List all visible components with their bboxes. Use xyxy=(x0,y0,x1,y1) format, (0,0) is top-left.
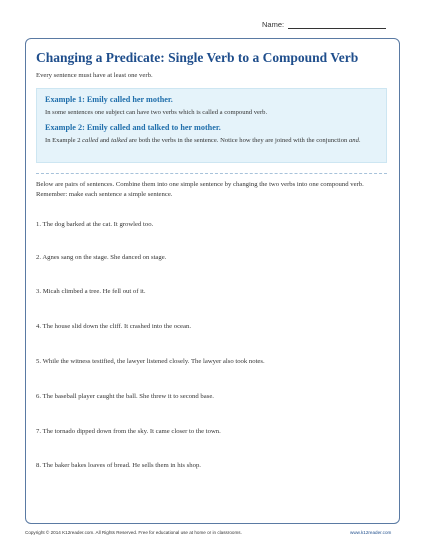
example-2-heading: Example 2: Emily called and talked to her mother. xyxy=(45,123,221,132)
example-1-heading: Example 1: Emily called her mother. xyxy=(45,95,173,104)
instructions: Below are pairs of sentences. Combine them into one simple sentence by changing the two verbs into one compound verb. Remember: make each sentence a simple sentence. xyxy=(36,181,364,198)
exercise-item: 4. The house slid down the cliff. It crashed into the ocean. xyxy=(36,323,192,330)
section-divider xyxy=(36,173,387,174)
exercise-item: 6. The baseball player caught the ball. She threw it to second base. xyxy=(36,393,214,400)
exercise-item: 7. The tornado dipped down from the sky. It came closer to the town. xyxy=(36,428,221,435)
exercise-item: 3. Micah climbed a tree. He fell out of it. xyxy=(36,288,146,295)
name-field xyxy=(262,20,386,29)
worksheet-title: Changing a Predicate: Single Verb to a Compound Verb xyxy=(36,50,359,65)
exercise-item: 2. Agnes sang on the stage. She danced on stage. xyxy=(36,254,167,261)
name-label: Name: xyxy=(262,20,285,29)
exercise-item: 5. While the witness testified, the lawyer listened closely. The lawyer also took notes. xyxy=(36,358,265,365)
footer-url-link[interactable]: www.k12reader.com xyxy=(350,530,392,535)
exercise-item: 1. The dog barked at the cat. It growled too. xyxy=(36,221,154,228)
example-1-text: In some sentences one subject can have two verbs which is called a compound verb. xyxy=(45,109,268,116)
footer-copyright: Copyright © 2014 K12reader.com. All Rights Reserved. Free for educational use at home or in classrooms. xyxy=(25,530,242,535)
exercise-item: 8. The baker bakes loaves of bread. He sells them in his shop. xyxy=(36,462,201,469)
name-write-line xyxy=(288,21,386,29)
example-2-text: In Example 2 called and talked are both the verbs in the sentence. Notice how they are joined with the conjunction and. xyxy=(45,137,361,144)
worksheet-subtitle: Every sentence must have at least one verb. xyxy=(36,72,153,79)
